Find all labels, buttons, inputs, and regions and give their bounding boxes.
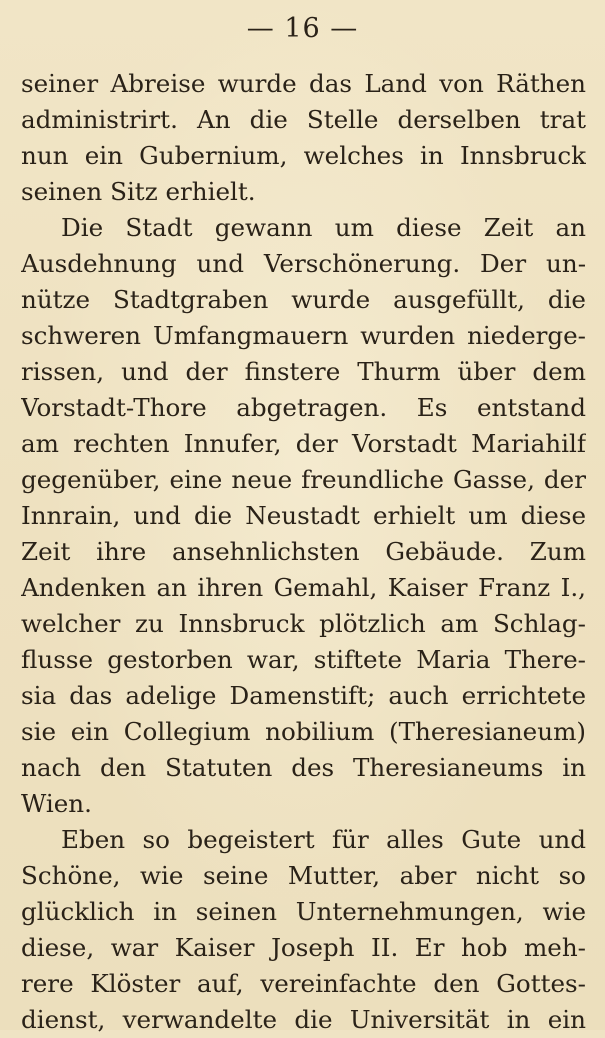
text-line: glücklich in seinen Unternehmungen, wie (21, 897, 586, 926)
text-line: Die Stadt gewann um diese Zeit an (61, 213, 586, 242)
text-line: Schöne, wie seine Mutter, aber nicht so (21, 861, 586, 890)
text-line: am rechten Innufer, der Vorstadt Mariahilf (21, 429, 586, 458)
text-line: Andenken an ihren Gemahl, Kaiser Franz I., (21, 573, 586, 602)
text-line: seiner Abreise wurde das Land von Räthen (21, 69, 586, 98)
text-line: welcher zu Innsbruck plötzlich am Schlag- (21, 609, 586, 638)
page-number-header: — 16 — (246, 13, 359, 44)
text-line: nun ein Gubernium, welches in Innsbruck (21, 141, 586, 170)
text-line: rissen, und der finstere Thurm über dem (21, 357, 586, 386)
text-line: administrirt. An die Stelle derselben trat (21, 105, 586, 134)
text-line: flusse gestorben war, stiftete Maria There- (21, 645, 586, 674)
text-line: nach den Statuten des Theresianeums in (21, 753, 586, 782)
text-line: Vorstadt-Thore abgetragen. Es entstand (21, 393, 586, 422)
body-text (21, 66, 586, 1038)
text-line: Ausdehnung und Verschönerung. Der un- (21, 249, 586, 278)
text-line: sia das adelige Damenstift; auch errichtete (21, 681, 586, 710)
text-line: sie ein Collegium nobilium (Theresianeum) (21, 717, 586, 746)
text-line: Zeit ihre ansehnlichsten Gebäude. Zum (21, 537, 586, 566)
text-line: diese, war Kaiser Joseph II. Er hob meh- (21, 933, 586, 962)
text-line: Innrain, und die Neustadt erhielt um diese (21, 501, 586, 530)
text-line: schweren Umfangmauern wurden niederge- (21, 321, 586, 350)
text-line: Wien. (21, 789, 92, 818)
text-line: Eben so begeistert für alles Gute und (61, 825, 586, 854)
text-line: gegenüber, eine neue freundliche Gasse, der (21, 465, 586, 494)
text-line: nütze Stadtgraben wurde ausgefüllt, die (21, 285, 586, 314)
text-line: seinen Sitz erhielt. (21, 177, 256, 206)
text-line: rere Klöster auf, vereinfachte den Gottes- (21, 969, 586, 998)
text-line: dienst, verwandelte die Universität in ein (21, 1005, 586, 1034)
